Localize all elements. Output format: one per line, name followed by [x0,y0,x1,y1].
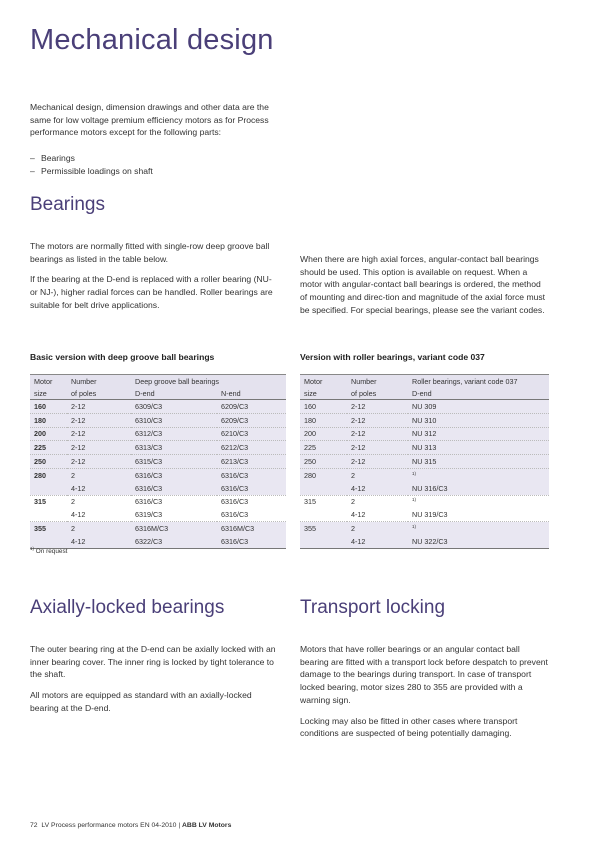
table-row [300,508,549,521]
poles-cell: 2 [67,522,131,535]
table-header-row [300,375,549,388]
table-row [30,413,286,427]
footnote-mark: 1) [412,470,417,476]
d-end-cell: 6316/C3 [131,495,217,508]
transport-heading: Transport locking [300,597,446,618]
poles-cell: 2-12 [67,427,131,441]
d-end-cell [408,495,549,508]
axial-para-2: All motors are equipped as standard with an axially-locked bearing at the D-end. [30,690,252,713]
poles-cell: 4-12 [351,510,366,520]
poles-cell: 2-12 [347,400,408,414]
d-end-cell [408,482,549,495]
table-row [300,441,549,455]
poles-cell: 2 [347,522,408,535]
n-end-cell: 6209/C3 [217,400,286,414]
poles-cell: 2 [67,468,131,481]
axial-col [30,643,282,715]
poles-cell: 2-12 [67,455,131,469]
motor-size-cell: 280 [30,468,67,481]
d-end-value: NU 315 [412,457,437,467]
exceptions-list [30,152,280,177]
footnote-mark: 1) [412,523,417,529]
table-row [30,400,286,414]
table-row [300,482,549,495]
table-header-row [30,375,286,388]
n-end-cell: 6209/C3 [217,413,286,427]
poles-cell: 2-12 [347,455,408,469]
column-header: size [30,387,67,400]
table-row [30,508,286,521]
footnote-text: On request [35,548,68,556]
d-end-cell [408,413,549,427]
d-end-cell: 6309/C3 [131,400,217,414]
motor-size-cell: 225 [30,441,67,455]
motor-size-cell: 250 [30,455,67,469]
d-end-cell [408,455,549,469]
poles-cell: 4-12 [67,535,131,548]
poles-cell: 2 [67,495,131,508]
motor-size-cell: 180 [30,413,67,427]
bearings-left-col [30,240,280,312]
n-end-cell: 6316/C3 [217,482,286,495]
n-end-cell: 6316/C3 [217,468,286,481]
intro-paragraph [30,101,280,139]
poles-cell: 2 [347,495,408,508]
d-end-cell: 6315/C3 [131,455,217,469]
motor-size-cell [300,535,347,548]
bearings-right-col [300,253,548,317]
table-row [300,455,549,469]
d-end-value: NU 310 [412,415,437,425]
poles-cell: 2-12 [67,441,131,455]
table-row [30,482,286,495]
d-end-cell: 6316/C3 [131,482,217,495]
table-row [30,535,286,548]
table-row [30,468,286,481]
bearings-heading: Bearings [30,194,105,215]
table-row [300,427,549,441]
table-row [30,495,286,508]
column-header: Number [347,375,408,388]
table-row [300,400,549,414]
table-row [300,535,549,548]
bearings-para-1: The motors are normally fitted with single-row deep groove ball bearings as listed in the table below. [30,241,270,264]
n-end-cell: 6316/C3 [217,535,286,548]
transport-para-2: Locking may also be fitted in other cases where transport conditions are suspected of being potentially damaging. [300,715,518,739]
d-end-value: NU 316/C3 [412,483,448,493]
n-end-cell: 6316/C3 [221,510,249,520]
exceptions-list-wrap [30,152,280,177]
poles-cell: 4-12 [71,510,86,520]
motor-size-cell: 280 [300,468,347,481]
poles-cell: 2 [347,468,408,481]
table-row [30,455,286,469]
motor-size-cell: 315 [30,495,67,508]
d-end-cell: 6316M/C3 [131,522,217,535]
roller-table-title: Version with roller bearings, variant code 037 [300,352,485,362]
column-header: of poles [67,387,131,400]
column-header: Number [67,375,131,388]
bearings-para-2: If the bearing at the D-end is replaced with a roller bearing (NU- or NJ-), higher radial forces can be handled. Roller bearings are suitable for belt drive applications. [30,274,273,310]
d-end-cell: 6312/C3 [131,427,217,441]
motor-size-cell: 200 [30,427,67,441]
d-end-cell [408,441,549,455]
table-row [30,522,286,535]
d-end-value: NU 309 [412,401,437,411]
motor-size-cell: 160 [30,400,67,414]
column-header: Motor [30,375,67,388]
poles-cell: 2-12 [67,400,131,414]
d-end-value: NU 319/C3 [412,510,448,520]
roller-bearings-table [300,374,549,549]
motor-size-cell: 180 [300,413,347,427]
n-end-cell: 6213/C3 [217,455,286,469]
motor-size-cell: 250 [300,455,347,469]
basic-table-title: Basic version with deep groove ball bearings [30,352,215,362]
poles-cell: 2-12 [347,413,408,427]
d-end-cell [408,427,549,441]
motor-size-cell: 160 [300,400,347,414]
d-end-cell [408,400,549,414]
table-row [300,413,549,427]
column-header: Motor [300,375,347,388]
column-header: D-end [131,387,217,400]
bearings-para-3: When there are high axial forces, angular-contact ball bearings should be used. This option is available on request. When a motor with angular-contact ball bearings is ordered, the method of mounting and direc-tion and magnitude of the axial force must be specified. For special bearings, please see the variant codes. [300,254,546,315]
footer-doc-title: LV Process performance motors EN 04-2010 | [41,822,181,829]
page-title: Mechanical design [30,24,274,56]
axial-heading: Axially-locked bearings [30,597,225,618]
page-number: 72 [30,822,38,829]
column-header: Deep groove ball bearings [131,375,286,388]
poles-cell: 4-12 [67,482,131,495]
footer-brand: ABB LV Motors [182,822,232,829]
d-end-cell [408,522,549,535]
poles-cell: 2-12 [67,413,131,427]
poles-cell: 2-12 [347,427,408,441]
d-end-cell: 6319/C3 [135,510,163,520]
table-header-row [300,387,549,400]
motor-size-cell [300,482,347,495]
motor-size-cell [300,508,347,521]
table-header-row [30,387,286,400]
d-end-cell: 6313/C3 [131,441,217,455]
motor-size-cell [30,508,67,521]
d-end-cell [408,535,549,548]
d-end-cell [408,468,549,481]
transport-para-1: Motors that have roller bearings or an angular contact ball bearing are fitted with a transport lock before despatch to prevent damage to the bearings during transport. In case of transport locked bearing, motor sizes 280 to 355 are provided with a warning sign. [300,644,548,705]
d-end-cell: 6322/C3 [131,535,217,548]
n-end-cell: 6210/C3 [217,427,286,441]
table-row [300,495,549,508]
page-footer [30,822,231,829]
column-header: Roller bearings, variant code 037 [408,375,549,388]
table-row [30,441,286,455]
n-end-cell: 6316M/C3 [217,522,286,535]
table-row [30,427,286,441]
motor-size-cell: 355 [300,522,347,535]
n-end-cell: 6316/C3 [217,495,286,508]
column-header: N-end [217,387,286,400]
d-end-cell: 6316/C3 [131,468,217,481]
footnote-mark: 1) [30,546,35,551]
poles-cell: 4-12 [347,535,408,548]
d-end-value: NU 312 [412,429,437,439]
poles-cell: 2-12 [347,441,408,455]
motor-size-cell [30,482,67,495]
d-end-cell [408,508,549,521]
motor-size-cell: 315 [300,495,347,508]
table-row [300,522,549,535]
footnote-mark: 1) [412,497,417,503]
column-header: size [300,387,347,400]
d-end-value: NU 322/C3 [412,536,448,546]
column-header: of poles [347,387,408,400]
list-item: – Permissible loadings on shaft [30,165,280,178]
table-row [300,468,549,481]
footnote [30,546,67,555]
motor-size-cell: 355 [30,522,67,535]
basic-bearings-table [30,374,286,549]
intro-text: Mechanical design, dimension drawings and other data are the same for low voltage premium efficiency motors as for Process performance motors except for the following parts: [30,102,269,138]
motor-size-cell: 200 [300,427,347,441]
list-item: – Bearings [30,152,280,165]
d-end-value: NU 313 [412,443,437,453]
n-end-cell: 6212/C3 [217,441,286,455]
column-header: D-end [408,387,549,400]
transport-col [300,643,550,740]
d-end-cell: 6310/C3 [131,413,217,427]
motor-size-cell: 225 [300,441,347,455]
poles-cell: 4-12 [347,482,408,495]
axial-para-1: The outer bearing ring at the D-end can be axially locked with an inner bearing cover. The inner ring is locked by tight tolerance to the shaft. [30,644,276,680]
